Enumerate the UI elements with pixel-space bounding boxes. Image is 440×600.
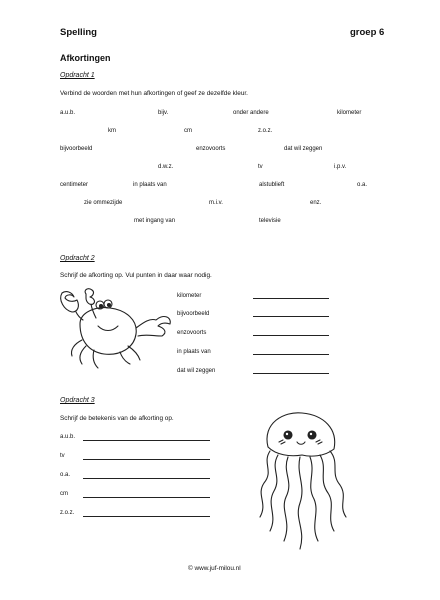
answer-line[interactable] — [253, 354, 329, 355]
word-item: bijvoorbeeld — [60, 146, 93, 152]
page-title: Afkortingen — [60, 53, 111, 63]
word-item: m.i.v. — [209, 200, 223, 206]
word-item: i.p.v. — [334, 164, 347, 170]
exercise-1-instruction: Verbind de woorden met hun afkortingen of geef ze dezelfde kleur. — [60, 90, 248, 97]
word-item: kilometer — [337, 110, 362, 116]
word-item: enz. — [310, 200, 322, 206]
word-item: km — [108, 128, 116, 134]
footer-credit: © www.juf-milou.nl — [188, 565, 241, 572]
answer-line[interactable] — [83, 459, 210, 460]
word-item: z.o.z. — [258, 128, 273, 134]
crab-drawing-icon — [50, 288, 175, 376]
word-item: zie ommezijde — [84, 200, 123, 206]
ex2-item: kilometer — [177, 293, 202, 299]
exercise-3-label: Opdracht 3 — [60, 397, 95, 404]
exercise-3-instruction: Schrijf de betekenis van de afkorting op. — [60, 415, 174, 422]
exercise-1-label: Opdracht 1 — [60, 72, 95, 79]
subject-title: Spelling — [60, 27, 97, 38]
ex3-item: tv — [60, 453, 65, 459]
word-item: tv — [258, 164, 263, 170]
answer-line[interactable] — [253, 298, 329, 299]
answer-line[interactable] — [83, 497, 210, 498]
answer-line[interactable] — [83, 478, 210, 479]
ex2-item: bijvoorbeeld — [177, 311, 210, 317]
word-item: met ingang van — [134, 218, 176, 224]
answer-line[interactable] — [253, 335, 329, 336]
word-item: in plaats van — [133, 182, 167, 188]
word-item: televisie — [259, 218, 281, 224]
word-item: o.a. — [357, 182, 368, 188]
ex2-item: enzovoorts — [177, 330, 207, 336]
answer-line[interactable] — [253, 373, 329, 374]
ex2-item: dat wil zeggen — [177, 368, 216, 374]
word-item: enzovoorts — [196, 146, 226, 152]
word-item: d.w.z. — [158, 164, 174, 170]
answer-line[interactable] — [83, 516, 210, 517]
answer-line[interactable] — [253, 316, 329, 317]
answer-line[interactable] — [83, 440, 210, 441]
exercise-2-instruction: Schrijf de afkorting op. Vul punten in daar waar nodig. — [60, 272, 212, 279]
word-item: cm — [184, 128, 192, 134]
word-item: bijv. — [158, 110, 169, 116]
word-item: centimeter — [60, 182, 89, 188]
ex3-item: o.a. — [60, 472, 71, 478]
word-item: alstublieft — [259, 182, 285, 188]
word-item: onder andere — [233, 110, 269, 116]
ex3-item: a.u.b. — [60, 434, 76, 440]
ex3-item: z.o.z. — [60, 510, 75, 516]
grade-label: groep 6 — [350, 27, 385, 38]
word-item: a.u.b. — [60, 110, 76, 116]
word-item: dat wil zeggen — [284, 146, 323, 152]
ex3-item: cm — [60, 491, 68, 497]
ex2-item: in plaats van — [177, 349, 211, 355]
exercise-2-label: Opdracht 2 — [60, 255, 95, 262]
jellyfish-drawing-icon — [248, 405, 358, 555]
